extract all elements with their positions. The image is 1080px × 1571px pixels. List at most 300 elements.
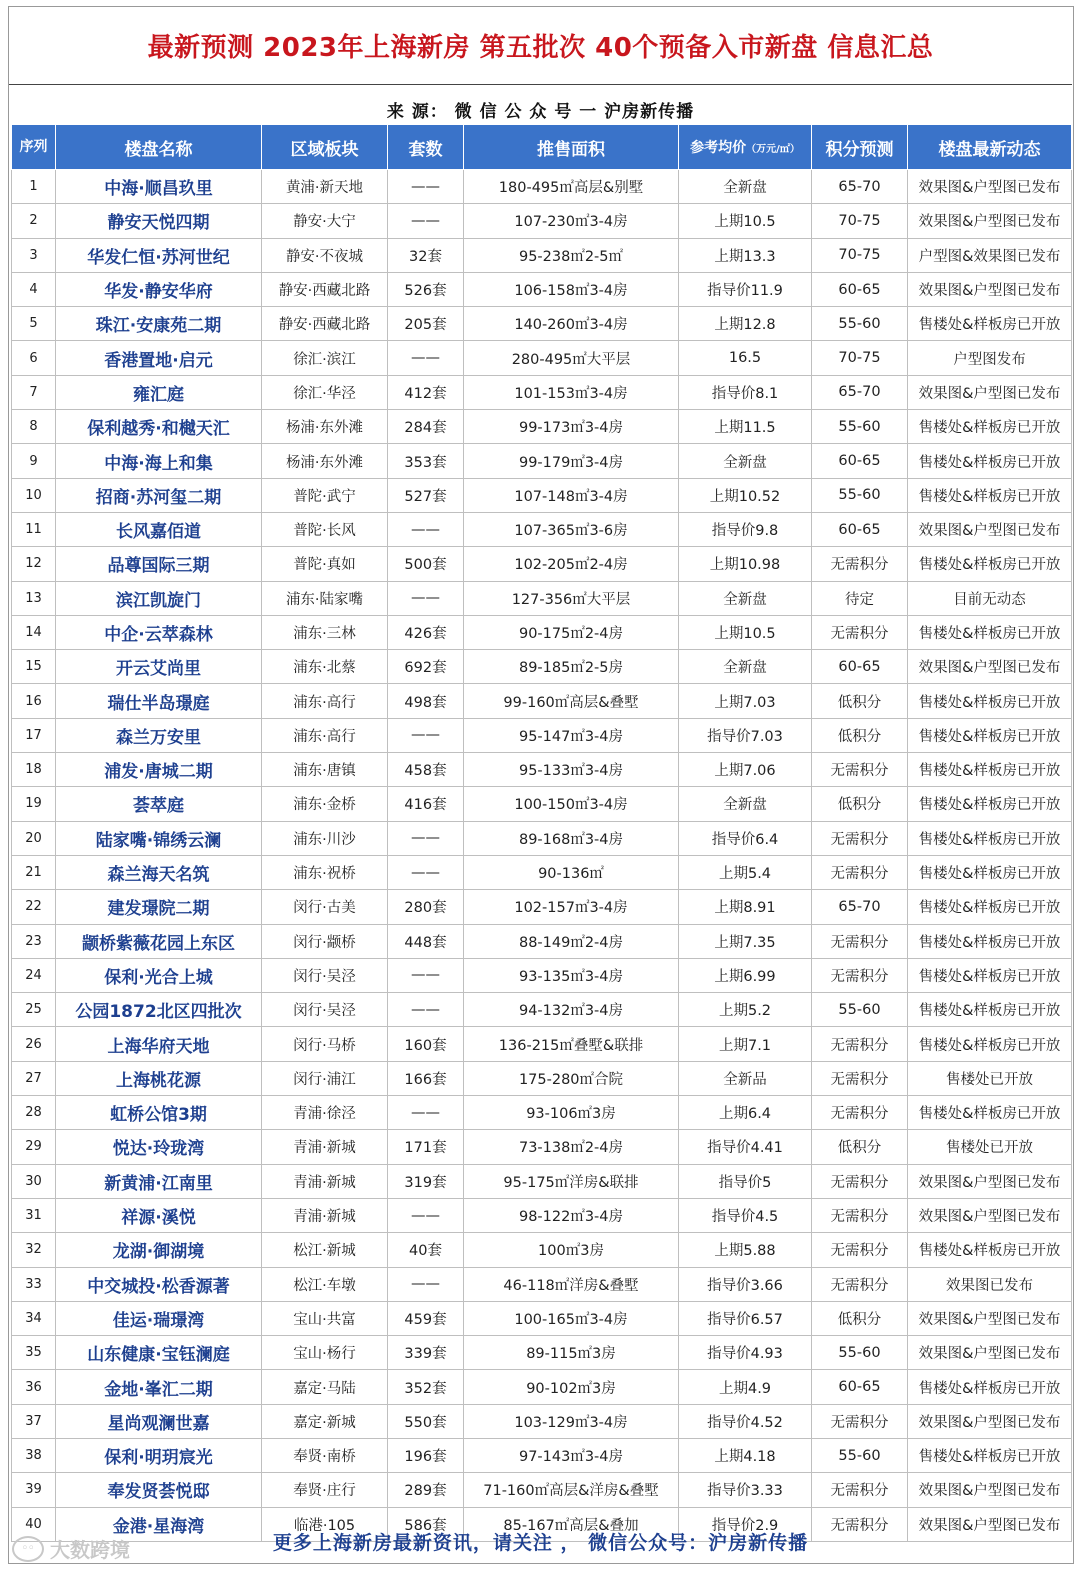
cell-status: 售楼处&样板房已开放 — [908, 1096, 1072, 1130]
cell-name: 品尊国际三期 — [56, 547, 262, 581]
cell-status: 效果图&户型图已发布 — [908, 1301, 1072, 1335]
cell-score: 低积分 — [812, 684, 908, 718]
cell-price: 上期8.91 — [679, 890, 812, 924]
table-header-row — [12, 125, 1072, 170]
table-row — [12, 1336, 1072, 1370]
cell-status: 售楼处&样板房已开放 — [908, 753, 1072, 787]
cell-area: 闵行·颛桥 — [262, 924, 388, 958]
cell-score: 55-60 — [812, 478, 908, 512]
cell-units: 196套 — [388, 1438, 464, 1472]
cell-idx: 29 — [12, 1130, 56, 1164]
cell-status: 售楼处已开放 — [908, 1061, 1072, 1095]
cell-score: 低积分 — [812, 1301, 908, 1335]
cell-score: 无需积分 — [812, 924, 908, 958]
cell-units: 498套 — [388, 684, 464, 718]
cell-name: 香港置地·启元 — [56, 341, 262, 375]
table-row — [12, 307, 1072, 341]
cell-idx: 5 — [12, 307, 56, 341]
cell-score: 无需积分 — [812, 1027, 908, 1061]
cell-idx: 26 — [12, 1027, 56, 1061]
cell-status: 效果图&户型图已发布 — [908, 650, 1072, 684]
cell-score: 无需积分 — [812, 855, 908, 889]
cell-price: 指导价4.5 — [679, 1198, 812, 1232]
table-row — [12, 855, 1072, 889]
cell-status: 效果图&户型图已发布 — [908, 170, 1072, 204]
cell-score: 60-65 — [812, 1370, 908, 1404]
cell-idx: 36 — [12, 1370, 56, 1404]
cell-price: 上期11.5 — [679, 410, 812, 444]
cell-area: 徐汇·滨江 — [262, 341, 388, 375]
cell-status: 效果图&户型图已发布 — [908, 512, 1072, 546]
cell-units: 426套 — [388, 615, 464, 649]
cell-name: 悦达·玲珑湾 — [56, 1130, 262, 1164]
cell-size: 99-160㎡高层&叠墅 — [464, 684, 679, 718]
table-row — [12, 272, 1072, 306]
cell-idx: 28 — [12, 1096, 56, 1130]
cell-score: 无需积分 — [812, 1061, 908, 1095]
cell-area: 松江·车墩 — [262, 1267, 388, 1301]
cell-area: 浦东·陆家嘴 — [262, 581, 388, 615]
cell-units: —— — [388, 855, 464, 889]
document-page — [8, 6, 1074, 1564]
cell-score: 无需积分 — [812, 1198, 908, 1232]
cell-name: 瑞仕半岛璟庭 — [56, 684, 262, 718]
cell-status: 售楼处&样板房已开放 — [908, 547, 1072, 581]
cell-size: 136-215㎡叠墅&联排 — [464, 1027, 679, 1061]
cell-price: 上期13.3 — [679, 238, 812, 272]
cell-units: 284套 — [388, 410, 464, 444]
cell-area: 闵行·浦江 — [262, 1061, 388, 1095]
cell-score: 60-65 — [812, 512, 908, 546]
cell-price: 指导价3.66 — [679, 1267, 812, 1301]
cell-price: 上期7.1 — [679, 1027, 812, 1061]
cell-idx: 37 — [12, 1404, 56, 1438]
cell-status: 效果图&户型图已发布 — [908, 1198, 1072, 1232]
header-price-label: 参考均价 — [690, 140, 747, 156]
cell-area: 嘉定·新城 — [262, 1404, 388, 1438]
cell-score: 无需积分 — [812, 1096, 908, 1130]
cell-name: 森兰海天名筑 — [56, 855, 262, 889]
cell-size: 95-147㎡3-4房 — [464, 718, 679, 752]
cell-units: 319套 — [388, 1164, 464, 1198]
cell-price: 指导价3.33 — [679, 1473, 812, 1507]
cell-status: 效果图&户型图已发布 — [908, 1507, 1072, 1541]
cell-size: 107-148㎡3-4房 — [464, 478, 679, 512]
cell-price: 指导价7.03 — [679, 718, 812, 752]
cell-units: —— — [388, 512, 464, 546]
cell-price: 上期4.18 — [679, 1438, 812, 1472]
cell-idx: 24 — [12, 958, 56, 992]
cell-idx: 35 — [12, 1336, 56, 1370]
table-row — [12, 650, 1072, 684]
cell-area: 杨浦·东外滩 — [262, 444, 388, 478]
cell-size: 280-495㎡大平层 — [464, 341, 679, 375]
table-row — [12, 924, 1072, 958]
cell-price: 上期10.5 — [679, 204, 812, 238]
cell-name: 中海·顺昌玖里 — [56, 170, 262, 204]
cell-idx: 15 — [12, 650, 56, 684]
cell-idx: 18 — [12, 753, 56, 787]
cell-idx: 21 — [12, 855, 56, 889]
cell-status: 效果图&户型图已发布 — [908, 204, 1072, 238]
table-row — [12, 615, 1072, 649]
cell-area: 普陀·长风 — [262, 512, 388, 546]
table-row — [12, 753, 1072, 787]
cell-price: 上期5.2 — [679, 993, 812, 1027]
cell-area: 青浦·新城 — [262, 1198, 388, 1232]
cell-score: 无需积分 — [812, 1164, 908, 1198]
cell-price: 上期4.9 — [679, 1370, 812, 1404]
table-row — [12, 1370, 1072, 1404]
cell-units: 586套 — [388, 1507, 464, 1541]
cell-idx: 6 — [12, 341, 56, 375]
table-row — [12, 1473, 1072, 1507]
cell-size: 106-158㎡3-4房 — [464, 272, 679, 306]
cell-area: 闵行·马桥 — [262, 1027, 388, 1061]
cell-idx: 27 — [12, 1061, 56, 1095]
cell-idx: 32 — [12, 1233, 56, 1267]
header-size: 推售面积 — [464, 125, 679, 170]
cell-price: 指导价6.57 — [679, 1301, 812, 1335]
cell-size: 89-168㎡3-4房 — [464, 821, 679, 855]
cell-idx: 19 — [12, 787, 56, 821]
cell-status: 售楼处&样板房已开放 — [908, 855, 1072, 889]
cell-area: 浦东·唐镇 — [262, 753, 388, 787]
table-row — [12, 787, 1072, 821]
cell-idx: 34 — [12, 1301, 56, 1335]
header-price-unit: （万元/㎡） — [746, 144, 800, 155]
cell-price: 全新盘 — [679, 787, 812, 821]
cell-status: 售楼处&样板房已开放 — [908, 924, 1072, 958]
cell-idx: 20 — [12, 821, 56, 855]
cell-size: 71-160㎡高层&洋房&叠墅 — [464, 1473, 679, 1507]
cell-size: 93-106㎡3房 — [464, 1096, 679, 1130]
table-row — [12, 410, 1072, 444]
cell-status: 售楼处&样板房已开放 — [908, 1233, 1072, 1267]
cell-idx: 38 — [12, 1438, 56, 1472]
cell-name: 金地·峯汇二期 — [56, 1370, 262, 1404]
table-row — [12, 684, 1072, 718]
cell-area: 浦东·金桥 — [262, 787, 388, 821]
watermark — [12, 1534, 130, 1563]
cell-size: 99-173㎡3-4房 — [464, 410, 679, 444]
cell-units: 353套 — [388, 444, 464, 478]
cell-area: 静安·不夜城 — [262, 238, 388, 272]
cell-status: 目前无动态 — [908, 581, 1072, 615]
cell-units: 459套 — [388, 1301, 464, 1335]
cell-name: 上海桃花源 — [56, 1061, 262, 1095]
cell-name: 祥源·溪悦 — [56, 1198, 262, 1232]
cell-area: 黄浦·新天地 — [262, 170, 388, 204]
cell-units: —— — [388, 581, 464, 615]
cell-size: 103-129㎡3-4房 — [464, 1404, 679, 1438]
cell-idx: 16 — [12, 684, 56, 718]
cell-size: 94-132㎡3-4房 — [464, 993, 679, 1027]
cell-area: 徐汇·华泾 — [262, 375, 388, 409]
cell-score: 55-60 — [812, 1336, 908, 1370]
cell-units: 166套 — [388, 1061, 464, 1095]
cell-size: 101-153㎡3-4房 — [464, 375, 679, 409]
cell-score: 低积分 — [812, 1130, 908, 1164]
cell-size: 73-138㎡2-4房 — [464, 1130, 679, 1164]
cell-score: 无需积分 — [812, 1404, 908, 1438]
cell-size: 95-133㎡3-4房 — [464, 753, 679, 787]
cell-name: 虹桥公馆3期 — [56, 1096, 262, 1130]
cell-area: 浦东·高行 — [262, 684, 388, 718]
table-row — [12, 1404, 1072, 1438]
cell-price: 指导价4.52 — [679, 1404, 812, 1438]
cell-score: 无需积分 — [812, 1233, 908, 1267]
cell-size: 85-167㎡高层&叠加 — [464, 1507, 679, 1541]
cell-status: 效果图&户型图已发布 — [908, 375, 1072, 409]
cell-units: 352套 — [388, 1370, 464, 1404]
cell-price: 指导价8.1 — [679, 375, 812, 409]
cell-price: 指导价11.9 — [679, 272, 812, 306]
cell-status: 售楼处&样板房已开放 — [908, 993, 1072, 1027]
cell-price: 指导价4.41 — [679, 1130, 812, 1164]
table-row — [12, 547, 1072, 581]
cell-score: 55-60 — [812, 307, 908, 341]
cell-units: —— — [388, 204, 464, 238]
cell-idx: 25 — [12, 993, 56, 1027]
cell-size: 89-185㎡2-5房 — [464, 650, 679, 684]
header-status: 楼盘最新动态 — [908, 125, 1072, 170]
cell-units: —— — [388, 993, 464, 1027]
cell-status: 效果图&户型图已发布 — [908, 1336, 1072, 1370]
table-row — [12, 958, 1072, 992]
cell-units: 416套 — [388, 787, 464, 821]
header-name: 楼盘名称 — [56, 125, 262, 170]
cell-units: 205套 — [388, 307, 464, 341]
cell-name: 滨江凯旋门 — [56, 581, 262, 615]
cell-idx: 13 — [12, 581, 56, 615]
cell-area: 静安·大宁 — [262, 204, 388, 238]
cell-size: 88-149㎡2-4房 — [464, 924, 679, 958]
table-row — [12, 238, 1072, 272]
cell-name: 保利·明玥宸光 — [56, 1438, 262, 1472]
cell-status: 售楼处&样板房已开放 — [908, 444, 1072, 478]
cell-score: 低积分 — [812, 787, 908, 821]
cell-price: 上期12.8 — [679, 307, 812, 341]
cell-name: 保利·光合上城 — [56, 958, 262, 992]
cell-area: 青浦·新城 — [262, 1164, 388, 1198]
cell-units: —— — [388, 170, 464, 204]
cell-idx: 12 — [12, 547, 56, 581]
cell-area: 浦东·川沙 — [262, 821, 388, 855]
cell-size: 99-179㎡3-4房 — [464, 444, 679, 478]
header-price — [679, 125, 812, 170]
cell-units: 550套 — [388, 1404, 464, 1438]
cell-status: 售楼处&样板房已开放 — [908, 478, 1072, 512]
cell-price: 指导价5 — [679, 1164, 812, 1198]
cell-score: 55-60 — [812, 993, 908, 1027]
cell-score: 低积分 — [812, 718, 908, 752]
cell-name: 公园1872北区四批次 — [56, 993, 262, 1027]
cell-units: 280套 — [388, 890, 464, 924]
header-idx: 序列 — [12, 125, 56, 170]
cell-idx: 7 — [12, 375, 56, 409]
cell-area: 普陀·武宁 — [262, 478, 388, 512]
cell-size: 97-143㎡3-4房 — [464, 1438, 679, 1472]
cell-status: 售楼处&样板房已开放 — [908, 890, 1072, 924]
cell-idx: 11 — [12, 512, 56, 546]
cell-idx: 23 — [12, 924, 56, 958]
cell-score: 70-75 — [812, 341, 908, 375]
cell-status: 效果图&户型图已发布 — [908, 1404, 1072, 1438]
cell-area: 普陀·真如 — [262, 547, 388, 581]
cell-idx: 4 — [12, 272, 56, 306]
cell-price: 全新品 — [679, 1061, 812, 1095]
table-row — [12, 1267, 1072, 1301]
cell-status: 售楼处&样板房已开放 — [908, 1438, 1072, 1472]
cell-area: 松江·新城 — [262, 1233, 388, 1267]
cell-area: 闵行·吴泾 — [262, 993, 388, 1027]
cell-price: 全新盘 — [679, 170, 812, 204]
table-row — [12, 204, 1072, 238]
cell-size: 95-238㎡2-5㎡ — [464, 238, 679, 272]
cell-price: 上期7.35 — [679, 924, 812, 958]
cell-status: 售楼处&样板房已开放 — [908, 684, 1072, 718]
cell-status: 效果图&户型图已发布 — [908, 1164, 1072, 1198]
cell-name: 浦发·唐城二期 — [56, 753, 262, 787]
cell-size: 107-230㎡3-4房 — [464, 204, 679, 238]
cell-status: 售楼处&样板房已开放 — [908, 307, 1072, 341]
cell-score: 70-75 — [812, 238, 908, 272]
table-row — [12, 1301, 1072, 1335]
cell-score: 无需积分 — [812, 821, 908, 855]
cell-price: 全新盘 — [679, 650, 812, 684]
cell-status: 售楼处&样板房已开放 — [908, 615, 1072, 649]
table-row — [12, 1438, 1072, 1472]
cell-idx: 22 — [12, 890, 56, 924]
cell-area: 奉贤·庄行 — [262, 1473, 388, 1507]
cell-units: —— — [388, 1198, 464, 1232]
cell-units: 448套 — [388, 924, 464, 958]
cell-units: 289套 — [388, 1473, 464, 1507]
cell-status: 售楼处&样板房已开放 — [908, 821, 1072, 855]
cell-area: 宝山·杨行 — [262, 1336, 388, 1370]
cell-size: 180-495㎡高层&别墅 — [464, 170, 679, 204]
cell-name: 奉发贤荟悦邸 — [56, 1473, 262, 1507]
cell-score: 无需积分 — [812, 1507, 908, 1541]
cell-score: 待定 — [812, 581, 908, 615]
cell-score: 65-70 — [812, 375, 908, 409]
cell-name: 森兰万安里 — [56, 718, 262, 752]
cell-size: 140-260㎡3-4房 — [464, 307, 679, 341]
table-row — [12, 1130, 1072, 1164]
footer-note: 更多上海新房最新资讯，请关注 ， 微信公众号：沪房新传播 — [272, 1531, 809, 1554]
table-row — [12, 890, 1072, 924]
cell-size: 107-365㎡3-6房 — [464, 512, 679, 546]
cell-name: 陆家嘴·锦绣云澜 — [56, 821, 262, 855]
table-row — [12, 581, 1072, 615]
cell-price: 上期10.98 — [679, 547, 812, 581]
cell-price: 上期6.4 — [679, 1096, 812, 1130]
cell-idx: 2 — [12, 204, 56, 238]
cell-name: 保利越秀·和樾天汇 — [56, 410, 262, 444]
cell-price: 全新盘 — [679, 581, 812, 615]
cell-price: 上期10.52 — [679, 478, 812, 512]
cell-status: 户型图发布 — [908, 341, 1072, 375]
cell-idx: 3 — [12, 238, 56, 272]
watermark-text: 大数跨境 — [50, 1538, 130, 1562]
cell-price: 上期6.99 — [679, 958, 812, 992]
cell-price: 上期5.88 — [679, 1233, 812, 1267]
cell-score: 无需积分 — [812, 1473, 908, 1507]
cell-units: —— — [388, 1096, 464, 1130]
cell-units: 160套 — [388, 1027, 464, 1061]
cell-area: 嘉定·马陆 — [262, 1370, 388, 1404]
cell-idx: 30 — [12, 1164, 56, 1198]
cell-area: 青浦·新城 — [262, 1130, 388, 1164]
cell-idx: 14 — [12, 615, 56, 649]
table-row — [12, 375, 1072, 409]
cell-idx: 10 — [12, 478, 56, 512]
cell-area: 浦东·北蔡 — [262, 650, 388, 684]
cell-area: 静安·西藏北路 — [262, 272, 388, 306]
cell-score: 无需积分 — [812, 615, 908, 649]
cell-idx: 33 — [12, 1267, 56, 1301]
header-area: 区域板块 — [262, 125, 388, 170]
cell-score: 60-65 — [812, 272, 908, 306]
table-row — [12, 444, 1072, 478]
table-row — [12, 1096, 1072, 1130]
cell-price: 全新盘 — [679, 444, 812, 478]
cell-idx: 31 — [12, 1198, 56, 1232]
cell-size: 100-150㎡3-4房 — [464, 787, 679, 821]
listings-table — [11, 124, 1072, 1542]
cell-units: —— — [388, 958, 464, 992]
cell-size: 90-102㎡3房 — [464, 1370, 679, 1404]
cell-status: 售楼处已开放 — [908, 1130, 1072, 1164]
table-row — [12, 1027, 1072, 1061]
cell-area: 临港·105 — [262, 1507, 388, 1541]
cell-status: 效果图&户型图已发布 — [908, 272, 1072, 306]
table-row — [12, 1198, 1072, 1232]
cell-units: 40套 — [388, 1233, 464, 1267]
cell-area: 奉贤·南桥 — [262, 1438, 388, 1472]
cell-units: —— — [388, 341, 464, 375]
cell-name: 星尚观澜世嘉 — [56, 1404, 262, 1438]
cell-score: 60-65 — [812, 444, 908, 478]
cell-units: 339套 — [388, 1336, 464, 1370]
header-score: 积分预测 — [812, 125, 908, 170]
table-row — [12, 512, 1072, 546]
cell-units: —— — [388, 821, 464, 855]
cell-name: 龙湖·御湖境 — [56, 1233, 262, 1267]
cell-score: 65-70 — [812, 170, 908, 204]
cell-size: 90-136㎡ — [464, 855, 679, 889]
cell-score: 无需积分 — [812, 1267, 908, 1301]
cell-status: 售楼处&样板房已开放 — [908, 958, 1072, 992]
cell-price: 16.5 — [679, 341, 812, 375]
cell-idx: 1 — [12, 170, 56, 204]
watermark-logo-icon: ◦◦ — [12, 1536, 44, 1562]
cell-area: 闵行·古美 — [262, 890, 388, 924]
cell-units: —— — [388, 1267, 464, 1301]
cell-area: 青浦·徐泾 — [262, 1096, 388, 1130]
source-line: 来 源： 微 信 公 众 号 一 沪房新传播 — [386, 101, 695, 122]
cell-units: 527套 — [388, 478, 464, 512]
cell-size: 100-165㎡3-4房 — [464, 1301, 679, 1335]
cell-price: 指导价4.93 — [679, 1336, 812, 1370]
cell-name: 金港·星海湾 — [56, 1507, 262, 1541]
cell-name: 佳运·瑞璟湾 — [56, 1301, 262, 1335]
cell-area: 浦东·三林 — [262, 615, 388, 649]
cell-status: 售楼处&样板房已开放 — [908, 1370, 1072, 1404]
cell-size: 100㎡3房 — [464, 1233, 679, 1267]
header-units: 套数 — [388, 125, 464, 170]
